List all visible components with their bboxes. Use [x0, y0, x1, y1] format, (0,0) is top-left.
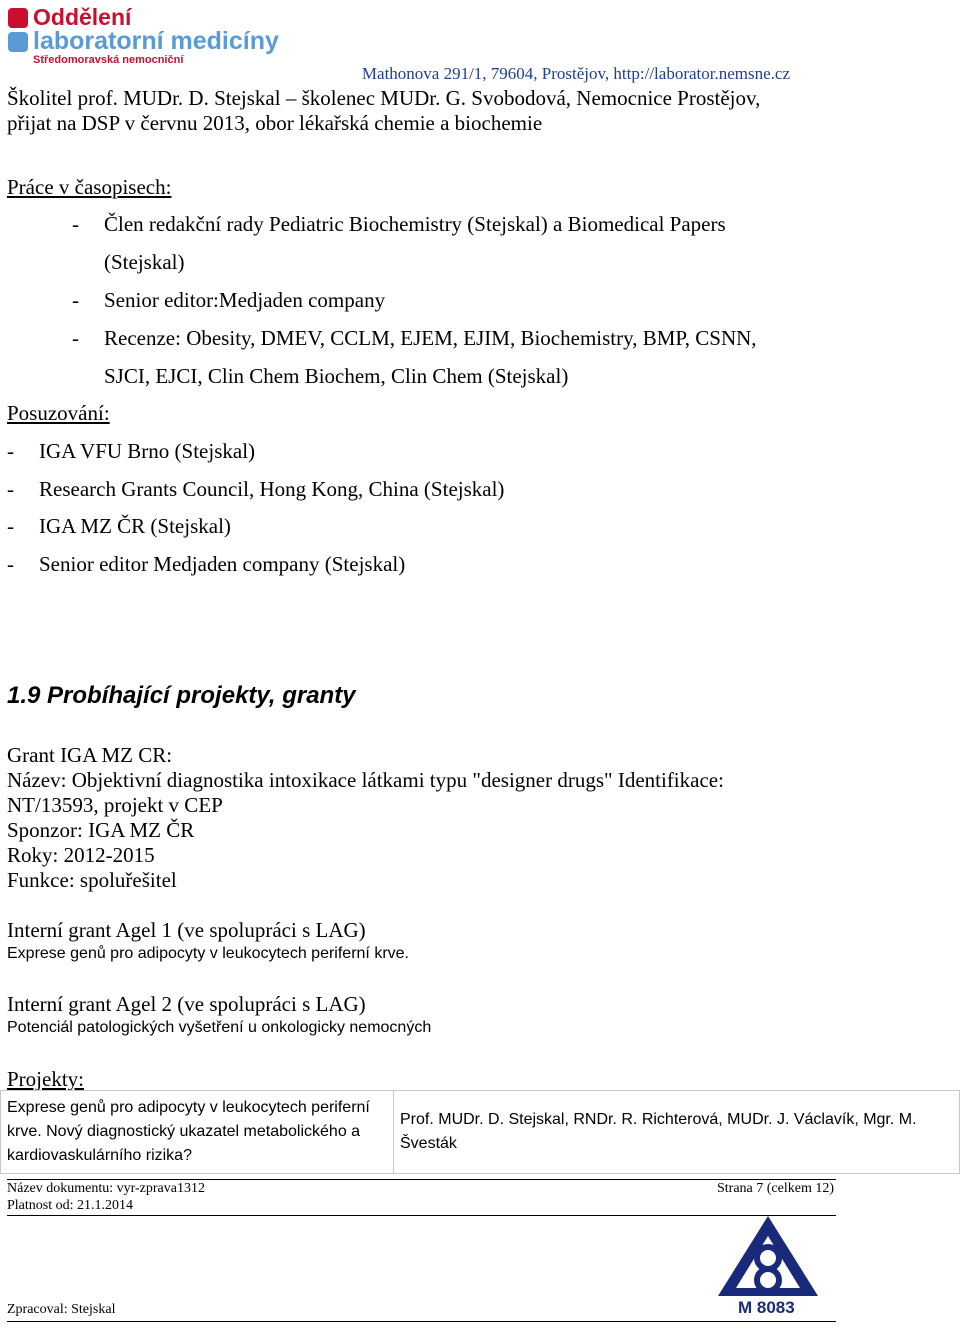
logo-title-line1: Oddělení: [33, 4, 132, 30]
list-dash: -: [7, 514, 14, 538]
journals-label: Práce v časopisech:: [7, 175, 172, 199]
list-dash: -: [7, 439, 14, 463]
list-item-text-cont: (Stejskal): [104, 250, 185, 274]
list-dash: -: [72, 288, 79, 312]
footer-divider-bottom: [7, 1321, 836, 1322]
grant-title: Grant IGA MZ CR:: [7, 743, 173, 767]
list-dash: -: [72, 212, 79, 236]
footer-divider-mid: [7, 1215, 836, 1216]
internal-grant-1-desc: Exprese genů pro adipocyty v leukocytech periferní krve.: [7, 945, 409, 962]
intro-line-2: přijat na DSP v červnu 2013, obor lékařská chemie a biochemie: [7, 111, 543, 135]
list-item-text: IGA VFU Brno (Stejskal): [39, 439, 256, 463]
grant-identifier: NT/13593, projekt v CEP: [7, 793, 223, 817]
list-item-text: IGA MZ ČR (Stejskal): [39, 514, 231, 538]
list-item-text: Senior editor:Medjaden company: [104, 288, 386, 312]
list-dash: -: [72, 326, 79, 350]
list-item-text: Člen redakční rady Pediatric Biochemistry (Stejskal) a Biomedical Papers: [104, 212, 726, 236]
list-dash: -: [7, 477, 14, 501]
footer-divider-top: [7, 1179, 836, 1180]
grant-sponsor: Sponzor: IGA MZ ČR: [7, 818, 195, 842]
internal-grant-2-desc: Potenciál patologických vyšetření u onkologicky nemocných: [7, 1019, 432, 1036]
certification-label: M 8083: [738, 1298, 795, 1317]
header-address: Mathonova 291/1, 79604, Prostějov, http://laborator.nemsne.cz: [361, 64, 790, 83]
projects-label: Projekty:: [7, 1067, 84, 1091]
grant-name: Název: Objektivní diagnostika intoxikace látkami typu "designer drugs" Identifikace:: [7, 768, 724, 792]
logo-title-line2: laboratorní medicíny: [33, 27, 279, 55]
section-title: 1.9 Probíhající projekty, granty: [7, 682, 356, 709]
list-dash: -: [7, 552, 14, 576]
footer-prepared-by: Zpracoval: Stejskal: [7, 1302, 116, 1317]
reviews-label: Posuzování:: [7, 401, 110, 425]
list-item-text: Research Grants Council, Hong Kong, China (Stejskal): [39, 477, 505, 501]
logo-subtitle: Středomoravská nemocniční: [33, 54, 184, 66]
projects-table: [0, 1090, 960, 1174]
table-row: [1, 1091, 960, 1174]
certification-logo-icon: [716, 1214, 820, 1298]
grant-role: Funkce: spoluřešitel: [7, 868, 177, 892]
intro-line-1: Školitel prof. MUDr. D. Stejskal – školenec MUDr. G. Svobodová, Nemocnice Prostějov,: [7, 86, 761, 110]
logo-mark-icon: [6, 6, 30, 54]
internal-grant-2-title: Interní grant Agel 2 (ve spolupráci s LAG): [7, 992, 366, 1016]
footer-page-number: Strana 7 (celkem 12): [716, 1181, 834, 1196]
project-people-cell: Prof. MUDr. D. Stejskal, RNDr. R. Richterová, MUDr. J. Václavík, Mgr. M. Švesták: [394, 1091, 960, 1174]
footer-doc-name: Název dokumentu: vyr-zprava1312: [7, 1181, 205, 1196]
grant-years: Roky: 2012-2015: [7, 843, 155, 867]
list-item-text: Senior editor Medjaden company (Stejskal): [39, 552, 406, 576]
internal-grant-1-title: Interní grant Agel 1 (ve spolupráci s LAG): [7, 918, 366, 942]
list-item-text: Recenze: Obesity, DMEV, CCLM, EJEM, EJIM, Biochemistry, BMP, CSNN,: [104, 326, 757, 350]
project-name-cell: Exprese genů pro adipocyty v leukocytech periferní krve. Nový diagnostický ukazatel metabolického a kardiovaskulárního rizika?: [1, 1091, 394, 1174]
list-item-text-cont: SJCI, EJCI, Clin Chem Biochem, Clin Chem (Stejskal): [104, 364, 569, 388]
footer-valid-from: Platnost od: 21.1.2014: [7, 1198, 134, 1213]
